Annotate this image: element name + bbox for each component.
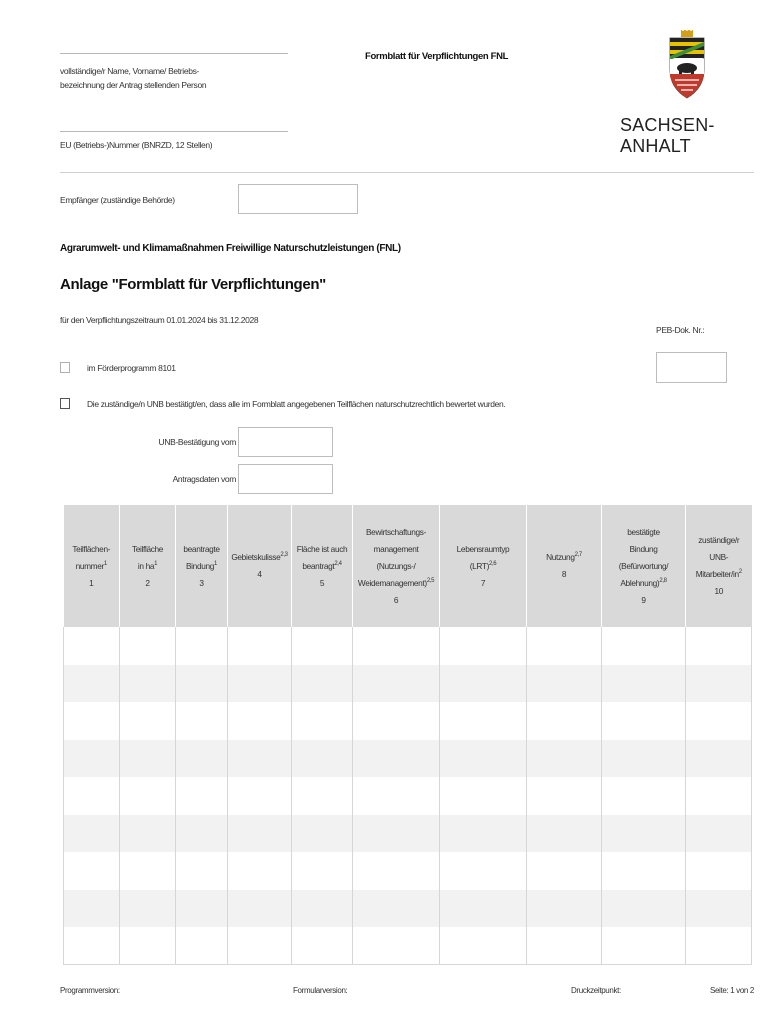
application-date-label: Antragsdaten vom [172,474,236,484]
table-cell[interactable] [602,702,686,740]
table-body [64,627,752,965]
column-header: Bewirtschaftungs- management (Nutzungs-/ Weidemanagement)$^{2,5}$ 6 [353,505,440,627]
table-header-row [64,505,752,627]
recipient-input[interactable] [238,184,358,214]
table-cell[interactable] [686,852,752,890]
table-cell[interactable] [602,815,686,853]
table-row [64,890,752,928]
table-cell[interactable] [353,740,440,778]
table-cell[interactable] [176,852,228,890]
table-cell[interactable] [602,890,686,928]
program-checkbox-row[interactable] [60,362,176,373]
table-cell[interactable] [228,702,292,740]
table-cell[interactable] [527,665,602,703]
form-version-label: Formularversion: [293,986,348,995]
bnrzd-line [60,131,288,132]
header-divider [60,172,754,173]
table-cell[interactable] [527,777,602,815]
table-cell[interactable] [64,740,120,778]
table-cell[interactable] [176,627,228,665]
table-cell[interactable] [176,665,228,703]
table-cell[interactable] [440,665,527,703]
column-header: zuständige/r UNB- Mitarbeiter/$in^2$ 10 [686,505,752,627]
table-cell[interactable] [602,627,686,665]
table-cell[interactable] [228,852,292,890]
program-8101-label: im Förderprogramm 8101 [87,362,176,373]
table-cell[interactable] [176,702,228,740]
table-cell[interactable] [120,852,176,890]
table-cell[interactable] [64,815,120,853]
table-cell[interactable] [228,777,292,815]
table-row [64,740,752,778]
table-cell[interactable] [440,927,527,965]
table-cell[interactable] [228,627,292,665]
table-cell[interactable] [228,890,292,928]
program-8101-checkbox[interactable] [60,362,70,373]
table-cell[interactable] [64,702,120,740]
unb-confirmation-input[interactable] [238,427,333,457]
unb-confirmed-checkbox[interactable] [60,398,70,409]
column-header: beantragte Bindung$^1$ 3 [176,505,228,627]
table-cell[interactable] [292,777,353,815]
table-cell[interactable] [64,927,120,965]
table-cell[interactable] [353,815,440,853]
table-row [64,815,752,853]
unb-checkbox-row[interactable] [60,398,505,409]
table-cell[interactable] [176,740,228,778]
table-cell[interactable] [176,777,228,815]
table-cell[interactable] [120,777,176,815]
table-cell[interactable] [602,927,686,965]
program-version-label: Programmversion: [60,986,120,995]
column-header: Gebietskulisse$^{2,3}$ 4 [228,505,292,627]
commitments-table [63,505,752,965]
table-cell[interactable] [64,890,120,928]
application-date-input[interactable] [238,464,333,494]
commitment-period-text: für den Verpflichtungszeitraum 01.01.2024 bis 31.12.2028 [60,315,259,325]
table-cell[interactable] [120,702,176,740]
table-cell[interactable] [686,777,752,815]
table-cell[interactable] [686,740,752,778]
table-cell[interactable] [228,815,292,853]
table-cell[interactable] [228,740,292,778]
print-time-label: Druckzeitpunkt: [571,986,621,995]
table-cell[interactable] [527,890,602,928]
table-cell[interactable] [440,890,527,928]
peb-doc-label: PEB-Dok. Nr.: [656,325,705,335]
table-cell[interactable] [292,665,353,703]
bnrzd-label: EU (Betriebs-)Nummer (BNRZD, 12 Stellen) [60,140,213,150]
table-cell[interactable] [120,665,176,703]
table-cell[interactable] [440,627,527,665]
column-header: Fläche ist auch beantragt$^{2,4}$ 5 [292,505,353,627]
table-cell[interactable] [602,852,686,890]
table-cell[interactable] [353,777,440,815]
table-row [64,665,752,703]
table-cell[interactable] [176,815,228,853]
table-cell[interactable] [292,702,353,740]
table-cell[interactable] [440,777,527,815]
table-cell[interactable] [176,927,228,965]
table-cell[interactable] [292,927,353,965]
table-cell[interactable] [686,665,752,703]
table-cell[interactable] [64,777,120,815]
program-title: Agrarumwelt- und Klimamaßnahmen Freiwillige Naturschutzleistungen (FNL) [60,243,401,254]
table-cell[interactable] [292,815,353,853]
table-cell[interactable] [64,665,120,703]
table-cell[interactable] [120,890,176,928]
table-cell[interactable] [292,890,353,928]
table-cell[interactable] [120,740,176,778]
table-cell[interactable] [527,702,602,740]
table-cell[interactable] [527,627,602,665]
table-cell[interactable] [228,927,292,965]
table-cell[interactable] [176,890,228,928]
page-number: Seite: 1 von 2 [709,986,754,995]
table-cell[interactable] [353,852,440,890]
unb-confirmation-label: UNB-Bestätigung vom [158,437,236,447]
table-cell[interactable] [64,627,120,665]
table-cell[interactable] [440,702,527,740]
table-cell[interactable] [440,740,527,778]
applicant-name-label: vollständige/r Name, Vorname/ Betriebs- bezeichnung der Antrag stellenden Person [60,66,207,90]
recipient-label: Empfänger (zuständige Behörde) [60,195,175,205]
table-row [64,627,752,665]
column-header: Teilfläche in $ha^1$ 2 [120,505,176,627]
unb-confirmed-label: Die zuständige/n UNB bestätigt/en, dass alle im Formblatt angegebenen Teilflächen naturschutzrechtlich bewertet wurden. [87,398,506,409]
table-cell[interactable] [440,852,527,890]
table-cell[interactable] [686,702,752,740]
table-row [64,852,752,890]
column-header: bestätigte Bindung (Befürwortung/ Ablehnung)$^{2,8}$ 9 [602,505,686,627]
table-cell[interactable] [353,627,440,665]
column-header: Lebensraumtyp (LRT)$^{2,6}$ 7 [440,505,527,627]
column-header: Teilflächen- nummer$^1$ 1 [64,505,120,627]
table-cell[interactable] [353,665,440,703]
form-title: Formblatt für Verpflichtungen FNL [365,51,509,62]
table-cell[interactable] [64,852,120,890]
table-row [64,702,752,740]
table-cell[interactable] [527,852,602,890]
table-cell[interactable] [292,627,353,665]
table-cell[interactable] [292,852,353,890]
table-row [64,927,752,965]
coat-of-arms-icon [667,30,707,100]
state-name: SACHSEN-ANHALT [620,115,715,156]
peb-doc-input[interactable] [656,352,727,383]
table-cell[interactable] [120,927,176,965]
table-cell[interactable] [527,815,602,853]
table-cell[interactable] [686,815,752,853]
table-cell[interactable] [686,627,752,665]
table-row [64,777,752,815]
table-cell[interactable] [602,777,686,815]
table-cell[interactable] [120,815,176,853]
applicant-name-line [60,53,288,54]
table-cell[interactable] [353,927,440,965]
table-cell[interactable] [602,740,686,778]
table-cell[interactable] [602,665,686,703]
table-cell[interactable] [292,740,353,778]
table-cell[interactable] [686,927,752,965]
annex-title: Anlage "Formblatt für Verpflichtungen" [60,276,326,293]
table-cell[interactable] [527,927,602,965]
column-header: Nutzung$^{2,7}$ 8 [527,505,602,627]
table-cell[interactable] [120,627,176,665]
table-cell[interactable] [527,740,602,778]
table-cell[interactable] [228,665,292,703]
table-cell[interactable] [686,890,752,928]
table-cell[interactable] [353,890,440,928]
table-cell[interactable] [353,702,440,740]
table-cell[interactable] [440,815,527,853]
